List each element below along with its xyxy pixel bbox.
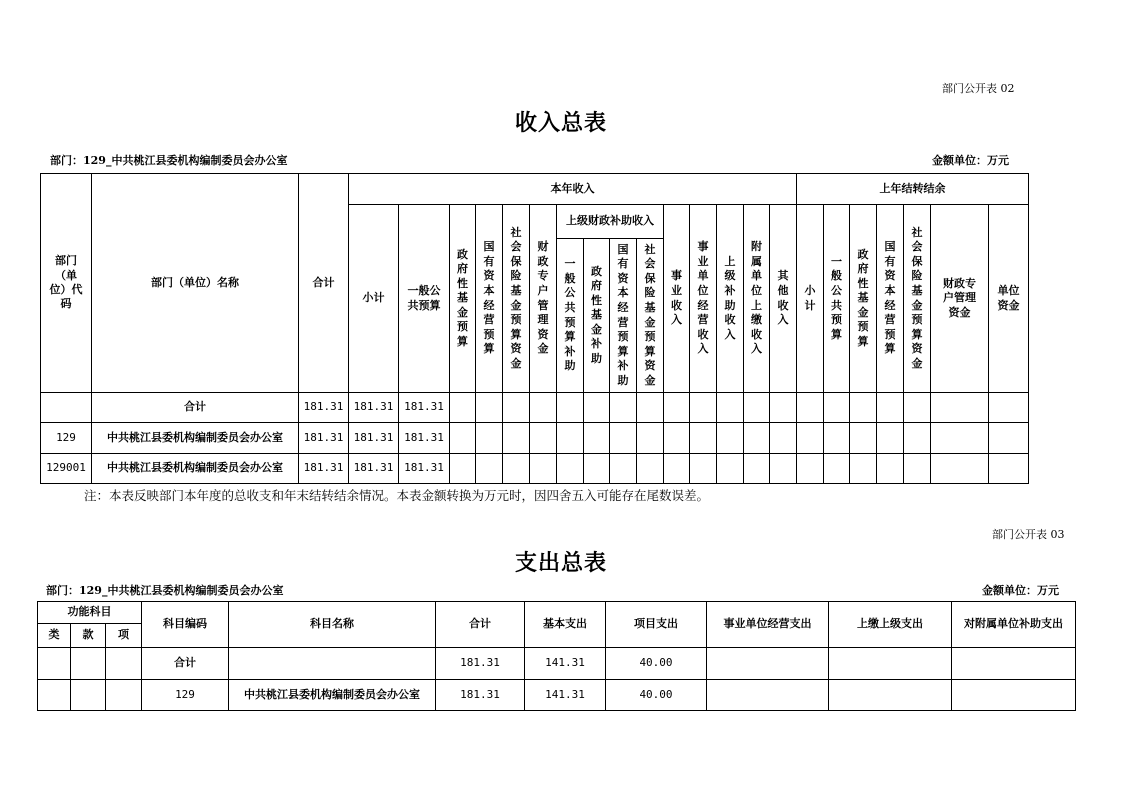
income-amount-unit: 金额单位：万元 bbox=[932, 154, 1009, 167]
project-expense-cell: 40.00 bbox=[606, 680, 707, 711]
table-row bbox=[41, 423, 1029, 454]
header-sub-social: 社会保险基金预算资金 bbox=[637, 239, 664, 393]
table-row bbox=[41, 393, 1029, 423]
subject-name-cell: 中共桃江县委机构编制委员会办公室 bbox=[229, 680, 436, 711]
income-summary-table bbox=[40, 173, 1029, 484]
header-affiliated-payment: 附属单位上缴收入 bbox=[744, 205, 770, 393]
header-subtotal: 小计 bbox=[349, 205, 399, 393]
subtotal-cell: 181.31 bbox=[349, 393, 399, 423]
total-cell: 181.31 bbox=[299, 454, 349, 484]
header-superior-grant: 上级补助收入 bbox=[717, 205, 744, 393]
header-business-income: 事业收入 bbox=[664, 205, 690, 393]
dept-code-cell: 129 bbox=[41, 423, 92, 454]
dept-name-cell: 合计 bbox=[92, 393, 299, 423]
header-superior-subsidy: 上级财政补助收入 bbox=[557, 205, 664, 239]
header-kuan: 款 bbox=[71, 624, 106, 648]
header-social-insurance: 社会保险基金预算资金 bbox=[503, 205, 530, 393]
header-total: 合计 bbox=[299, 174, 349, 393]
dept-name-cell: 中共桃江县委机构编制委员会办公室 bbox=[92, 423, 299, 454]
income-title: 收入总表 bbox=[514, 110, 607, 136]
header-expense-total: 合计 bbox=[436, 602, 525, 648]
total-cell: 181.31 bbox=[299, 423, 349, 454]
basic-expense-cell: 141.31 bbox=[525, 648, 606, 680]
general-budget-cell: 181.31 bbox=[399, 393, 450, 423]
header-ly-general: 一般公共预算 bbox=[824, 205, 850, 393]
dept-code-cell bbox=[41, 393, 92, 423]
subtotal-cell: 181.31 bbox=[349, 454, 399, 484]
expense-summary-table bbox=[37, 601, 1076, 711]
expense-department: 部门：129_中共桃江县委机构编制委员会办公室 bbox=[46, 584, 284, 597]
subtotal-cell: 181.31 bbox=[349, 423, 399, 454]
header-last-year-carryover: 上年结转结余 bbox=[797, 174, 1029, 205]
income-table-tag: 部门公开表 02 bbox=[942, 82, 1015, 95]
header-general-budget: 一般公共预算 bbox=[399, 205, 450, 393]
subject-name-cell bbox=[229, 648, 436, 680]
header-sub-state-capital: 国有资本经营预算补助 bbox=[610, 239, 637, 393]
header-subsidy-affiliated: 对附属单位补助支出 bbox=[952, 602, 1076, 648]
header-payment-superior: 上缴上级支出 bbox=[829, 602, 952, 648]
dept-name-cell: 中共桃江县委机构编制委员会办公室 bbox=[92, 454, 299, 484]
subject-code-cell: 合计 bbox=[142, 648, 229, 680]
header-subject-name: 科目名称 bbox=[229, 602, 436, 648]
income-department: 部门：129_中共桃江县委机构编制委员会办公室 bbox=[50, 154, 288, 167]
expense-total-cell: 181.31 bbox=[436, 648, 525, 680]
table-row bbox=[41, 454, 1029, 484]
general-budget-cell: 181.31 bbox=[399, 454, 450, 484]
header-state-capital: 国有资本经营预算 bbox=[476, 205, 503, 393]
header-gov-fund: 政府性基金预算 bbox=[450, 205, 476, 393]
header-operating-expense: 事业单位经营支出 bbox=[707, 602, 829, 648]
project-expense-cell: 40.00 bbox=[606, 648, 707, 680]
header-ly-subtotal: 小计 bbox=[797, 205, 824, 393]
header-ly-social: 社会保险基金预算资金 bbox=[904, 205, 931, 393]
header-ly-gov-fund: 政府性基金预算 bbox=[850, 205, 877, 393]
subject-code-cell: 129 bbox=[142, 680, 229, 711]
header-ly-fiscal-special: 财政专户管理资金 bbox=[931, 205, 989, 393]
header-sub-gov-fund: 政府性基金补助 bbox=[584, 239, 610, 393]
header-dept-code: 部门（单位）代码 bbox=[41, 174, 92, 393]
header-fiscal-special: 财政专户管理资金 bbox=[530, 205, 557, 393]
header-other-income: 其他收入 bbox=[770, 205, 797, 393]
header-subject-code: 科目编码 bbox=[142, 602, 229, 648]
dept-code-cell: 129001 bbox=[41, 454, 92, 484]
general-budget-cell: 181.31 bbox=[399, 423, 450, 454]
header-function-subject: 功能科目 bbox=[38, 602, 142, 624]
header-ly-state-capital: 国有资本经营预算 bbox=[877, 205, 904, 393]
header-dept-name: 部门（单位）名称 bbox=[92, 174, 299, 393]
expense-table-tag: 部门公开表 03 bbox=[992, 528, 1065, 541]
expense-amount-unit: 金额单位：万元 bbox=[982, 584, 1059, 597]
header-this-year-income: 本年收入 bbox=[349, 174, 797, 205]
header-lei: 类 bbox=[38, 624, 71, 648]
header-project-expense: 项目支出 bbox=[606, 602, 707, 648]
header-ly-unit-funds: 单位资金 bbox=[989, 205, 1029, 393]
table-row bbox=[38, 648, 1076, 680]
header-sub-general: 一般公共预算补助 bbox=[557, 239, 584, 393]
header-xiang: 项 bbox=[106, 624, 142, 648]
total-cell: 181.31 bbox=[299, 393, 349, 423]
header-basic-expense: 基本支出 bbox=[525, 602, 606, 648]
table-row bbox=[38, 680, 1076, 711]
basic-expense-cell: 141.31 bbox=[525, 680, 606, 711]
expense-title: 支出总表 bbox=[514, 550, 607, 576]
income-note: 注：本表反映部门本年度的总收支和年末结转结余情况。本表金额转换为万元时，因四舍五入可能存在尾数误差。 bbox=[84, 488, 710, 503]
header-operating-income: 事业单位经营收入 bbox=[690, 205, 717, 393]
expense-total-cell: 181.31 bbox=[436, 680, 525, 711]
